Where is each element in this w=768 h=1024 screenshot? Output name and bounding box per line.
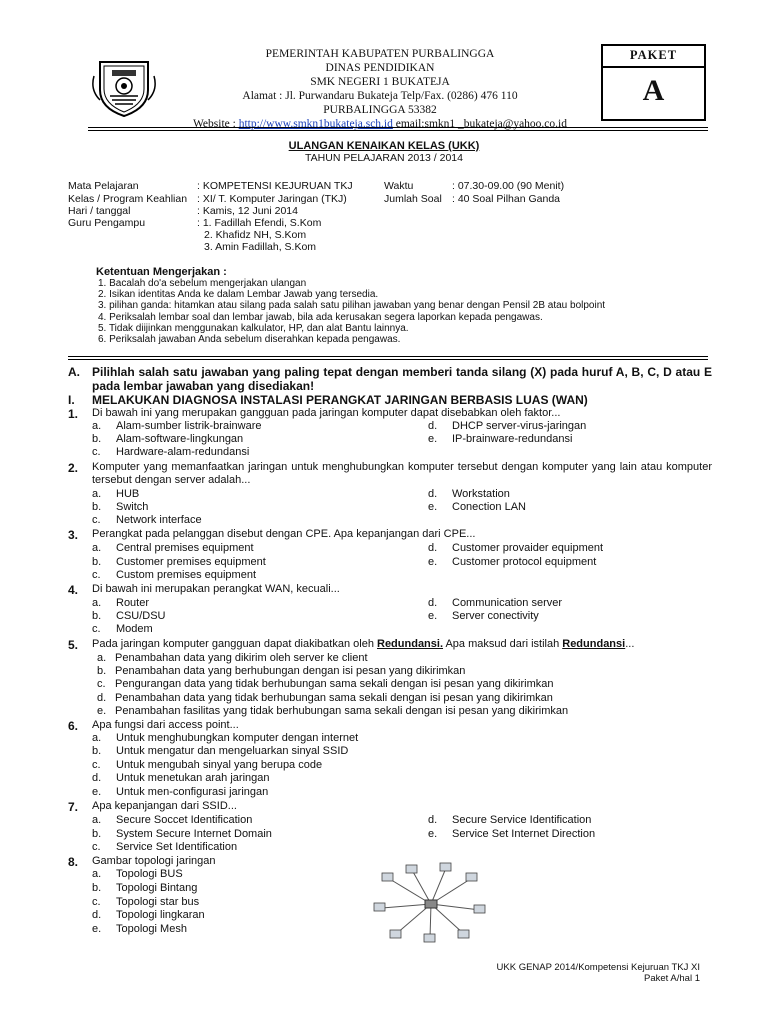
section-text: MELAKUKAN DIAGNOSA INSTALASI PERANGKAT JARINGAN BERBASIS LUAS (WAN) <box>92 393 588 407</box>
option-b[interactable]: b. Untuk mengatur dan mengeluarkan sinyal SSID <box>92 745 349 757</box>
guru-value-3: 3. Amin Fadillah, S.Kom <box>204 241 317 253</box>
option-a[interactable]: a. Secure Soccet Identification <box>92 814 253 826</box>
header-line-2: DINAS PENDIDIKAN <box>325 62 435 74</box>
option-c[interactable]: c. Untuk mengubah sinyal yang berupa code <box>92 759 323 771</box>
question-number: 5. <box>68 638 79 652</box>
question-5 <box>68 638 712 651</box>
option-d[interactable]: d. DHCP server-virus-jaringan <box>428 420 587 432</box>
option-a[interactable]: a. Router <box>92 597 150 609</box>
option-b[interactable]: b. Alam-software-lingkungan <box>92 433 244 445</box>
header-line-3: SMK NEGERI 1 BUKATEJA <box>310 76 450 88</box>
hari-value: : Kamis, 12 Juni 2014 <box>197 205 298 217</box>
option-c[interactable]: c. Service Set Identification <box>92 841 238 853</box>
rule-item: 2. Isikan identitas Anda ke dalam Lembar Jawab yang tersedia. <box>98 289 379 301</box>
option-e[interactable]: e. Penambahan fasilitas yang tidak berhubungan sama sekali dengan isi pesan yang dikirimkan <box>97 705 569 717</box>
rule-item: 6. Periksalah jawaban Anda sebelum diserahkan kepada pengawas. <box>98 334 401 346</box>
option-e[interactable]: e. Untuk men-configurasi jaringan <box>92 786 269 798</box>
option-d[interactable]: d. Secure Service Identification <box>428 814 592 826</box>
question-1 <box>68 407 712 420</box>
option-b[interactable]: b. CSU/DSU <box>92 610 166 622</box>
question-number: 1. <box>68 407 79 421</box>
star-topology-diagram <box>368 862 494 946</box>
option-e[interactable]: e. Service Set Internet Direction <box>428 828 596 840</box>
header-website-row <box>160 117 600 131</box>
footer-line-1: UKK GENAP 2014/Kompetensi Kejuruan TKJ XI <box>496 962 700 973</box>
question-number: 4. <box>68 583 79 597</box>
soal-label: Jumlah Soal <box>384 193 442 205</box>
term-redundansi-2: Redundansi <box>562 638 626 650</box>
question-text: Apa kepanjangan dari SSID... <box>92 800 237 812</box>
rule-item: 4. Periksalah lembar soal dan lembar jawab, bila ada kerusakan segera laporkan kepada pengawas. <box>98 311 543 323</box>
rule-item: 3. pilihan ganda: hitamkan atau silang pada salah satu pilihan jawaban yang benar dengan Pensil 2B atau bolpoint <box>98 300 606 312</box>
header-divider <box>88 127 708 128</box>
exam-year: TAHUN PELAJARAN 2013 / 2014 <box>305 152 463 164</box>
option-a[interactable]: a. Penambahan data yang dikirim oleh server ke client <box>97 652 368 664</box>
option-a[interactable]: a. Central premises equipment <box>92 542 254 554</box>
option-a[interactable]: a. Topologi BUS <box>92 868 183 880</box>
paket-label: PAKET <box>603 46 704 68</box>
header-city: PURBALINGGA 53382 <box>323 104 437 116</box>
option-b[interactable]: b. Switch <box>92 501 149 513</box>
term-redundansi: Redundansi. <box>377 638 444 650</box>
instruction <box>68 366 712 393</box>
option-b[interactable]: b. Penambahan data yang berhubungan dengan isi pesan yang dikirimkan <box>97 665 466 677</box>
kelas-value: : XI/ T. Komputer Jaringan (TKJ) <box>197 193 347 205</box>
question-2 <box>68 461 712 488</box>
option-c[interactable]: c. Modem <box>92 623 153 635</box>
school-crest-logo <box>92 56 156 118</box>
option-d[interactable]: d. Workstation <box>428 488 510 500</box>
guru-value-1: : 1. Fadillah Efendi, S.Kom <box>197 217 322 229</box>
option-c[interactable]: c. Topologi star bus <box>92 896 200 908</box>
option-e[interactable]: e. IP-brainware-redundansi <box>428 433 573 445</box>
option-c[interactable]: c. Custom premises equipment <box>92 569 257 581</box>
instruction-label: A. <box>68 365 80 379</box>
question-text: Apa fungsi dari access point... <box>92 719 239 731</box>
question-text: Perangkat pada pelanggan disebut dengan CPE. Apa kepanjangan dari CPE... <box>92 528 476 540</box>
email-text: email:smkn1 _bukateja@yahoo.co.id <box>395 118 567 130</box>
waktu-value: : 07.30-09.00 (90 Menit) <box>452 180 565 192</box>
rules-title: Ketentuan Mengerjakan : <box>96 266 227 278</box>
question-text: Komputer yang memanfaatkan jaringan untuk menghubungkan komputer tersebut dengan komputer yang lain atau komputer tersebut dengan server adalah... <box>92 461 712 487</box>
option-c[interactable]: c. Hardware-alam-redundansi <box>92 446 250 458</box>
section-label: I. <box>68 393 75 407</box>
mapel-label: Mata Pelajaran <box>68 180 139 192</box>
option-c[interactable]: c. Pengurangan data yang tidak berhubungan sama sekali dengan isi pesan yang dikirimkan <box>97 678 554 690</box>
option-a[interactable]: a. HUB <box>92 488 140 500</box>
kelas-label: Kelas / Program Keahlian <box>68 193 188 205</box>
question-text: Di bawah ini merupakan perangkat WAN, kecuali... <box>92 583 340 595</box>
option-e[interactable]: e. Customer protocol equipment <box>428 556 597 568</box>
guru-value-2: 2. Khafidz NH, S.Kom <box>204 229 307 241</box>
soal-value: : 40 Soal Pilhan Ganda <box>452 193 560 205</box>
header-divider-thin <box>88 130 708 131</box>
waktu-label: Waktu <box>384 180 414 192</box>
question-3 <box>68 528 712 541</box>
question-6 <box>68 719 712 732</box>
option-d[interactable]: d. Untuk menetukan arah jaringan <box>92 772 270 784</box>
option-d[interactable]: d. Penambahan data yang tidak berhubungan sama sekali dengan isi pesan yang dikirimkan <box>97 692 553 704</box>
option-c[interactable]: c. Network interface <box>92 514 202 526</box>
option-d[interactable]: d. Topologi lingkaran <box>92 909 205 921</box>
question-number: 7. <box>68 800 79 814</box>
question-text: Gambar topologi jaringan <box>92 855 216 867</box>
guru-label: Guru Pengampu <box>68 217 146 229</box>
question-number: 6. <box>68 719 79 733</box>
instruction-text: Pilihlah salah satu jawaban yang paling tepat dengan memberi tanda silang (X) pada huruf A, B, C, D atau E pada lembar jawaban yang disediakan! <box>92 365 712 393</box>
section-divider <box>68 356 708 357</box>
mapel-value: : KOMPETENSI KEJURUAN TKJ <box>197 180 353 192</box>
option-b[interactable]: b. Customer premises equipment <box>92 556 266 568</box>
question-4 <box>68 583 712 596</box>
option-d[interactable]: d. Communication server <box>428 597 563 609</box>
footer-line-2: Paket A/hal 1 <box>644 973 700 984</box>
rules-list <box>98 278 605 345</box>
paket-letter: A <box>642 74 665 107</box>
exam-title: ULANGAN KENAIKAN KELAS (UKK) <box>288 140 480 152</box>
option-b[interactable]: b. System Secure Internet Domain <box>92 828 272 840</box>
header-line-1: PEMERINTAH KABUPATEN PURBALINGGA <box>265 48 495 60</box>
paket-box <box>601 44 706 121</box>
page-footer <box>440 962 700 984</box>
rule-item: 1. Bacalah do'a sebelum mengerjakan ulangan <box>98 278 307 289</box>
question-number: 8. <box>68 855 79 869</box>
option-d[interactable]: d. Customer provaider equipment <box>428 542 604 554</box>
letterhead <box>160 47 600 131</box>
section-heading <box>68 393 588 407</box>
header-address: Alamat : Jl. Purwandaru Bukateja Telp/Fax. (0286) 476 110 <box>242 90 518 102</box>
rule-item: 5. Tidak diijinkan menggunakan kalkulator, HP, dan alat Bantu lainnya. <box>98 322 409 334</box>
question-number: 3. <box>68 528 79 542</box>
option-a[interactable]: a. Untuk menghubungkan komputer dengan internet <box>92 732 359 744</box>
question-7 <box>68 800 712 813</box>
website-label: Website : <box>193 118 236 130</box>
section-divider-thin <box>68 359 708 360</box>
website-link[interactable]: http://www.smkn1bukateja.sch.id <box>238 118 393 130</box>
option-e[interactable]: e. Server conectivity <box>428 610 539 622</box>
question-text: Di bawah ini yang merupakan gangguan pada jaringan komputer dapat disebabkan oleh faktor... <box>92 407 561 419</box>
question-number: 2. <box>68 461 79 475</box>
option-e[interactable]: e. Conection LAN <box>428 501 526 513</box>
hari-label: Hari / tanggal <box>68 205 131 217</box>
option-e[interactable]: e. Topologi Mesh <box>92 923 187 935</box>
option-a[interactable]: a. Alam-sumber listrik-brainware <box>92 420 262 432</box>
question-text: Pada jaringan komputer gangguan dapat diakibatkan oleh Redundansi. Apa maksud dari istilah Redundansi... <box>92 638 635 650</box>
option-b[interactable]: b. Topologi Bintang <box>92 882 198 894</box>
